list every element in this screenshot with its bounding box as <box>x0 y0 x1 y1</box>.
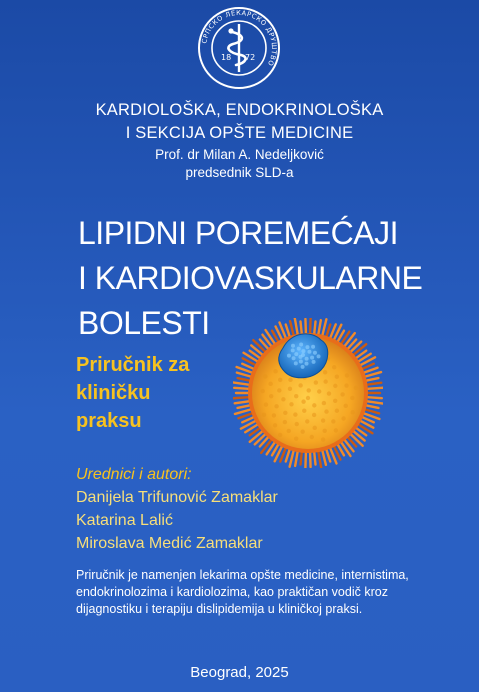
subtitle-line-3: praksu <box>76 410 142 432</box>
author-name: Katarina Lalić <box>76 512 173 529</box>
president-name: Prof. dr Milan A. Nedeljković <box>155 147 324 162</box>
description-line-2: endokrinolozima i kardiolozima, kao praktičan vodič kroz <box>76 585 388 599</box>
subtitle-line-1: Priručnik za <box>76 354 190 376</box>
lipoprotein-particle-icon <box>233 318 383 468</box>
seal-ring-text: СРПСКО ЛЕКАРСКО ДРУШТВО <box>200 8 279 68</box>
subtitle-line-2: kliničku <box>76 382 151 404</box>
title-line-1: LIPIDNI POREMEĆAJI <box>78 215 398 251</box>
description-line-3: dijagnostiku i terapiju dislipidemija u kliničkoj praksi. <box>76 602 363 616</box>
section-line-2: I SEKCIJA OPŠTE MEDICINE <box>125 124 354 142</box>
title-line-2: I KARDIOVASKULARNE <box>78 260 423 296</box>
society-seal-icon <box>197 6 281 90</box>
author-name: Danijela Trifunović Zamaklar <box>76 489 278 506</box>
editors-label: Urednici i autori: <box>76 466 192 483</box>
seal-year-left: 18 <box>221 53 232 62</box>
place-year: Beograd, 2025 <box>190 664 289 681</box>
seal-year-right: 72 <box>245 53 256 62</box>
president-role: predsednik SLD-a <box>185 165 294 180</box>
title-line-3: BOLESTI <box>78 305 210 341</box>
author-name: Miroslava Medić Zamaklar <box>76 535 263 552</box>
description-line-1: Priručnik je namenjen lekarima opšte medicine, internistima, <box>76 568 409 582</box>
section-line-1: KARDIOLOŠKA, ENDOKRINOLOŠKA <box>95 101 384 119</box>
